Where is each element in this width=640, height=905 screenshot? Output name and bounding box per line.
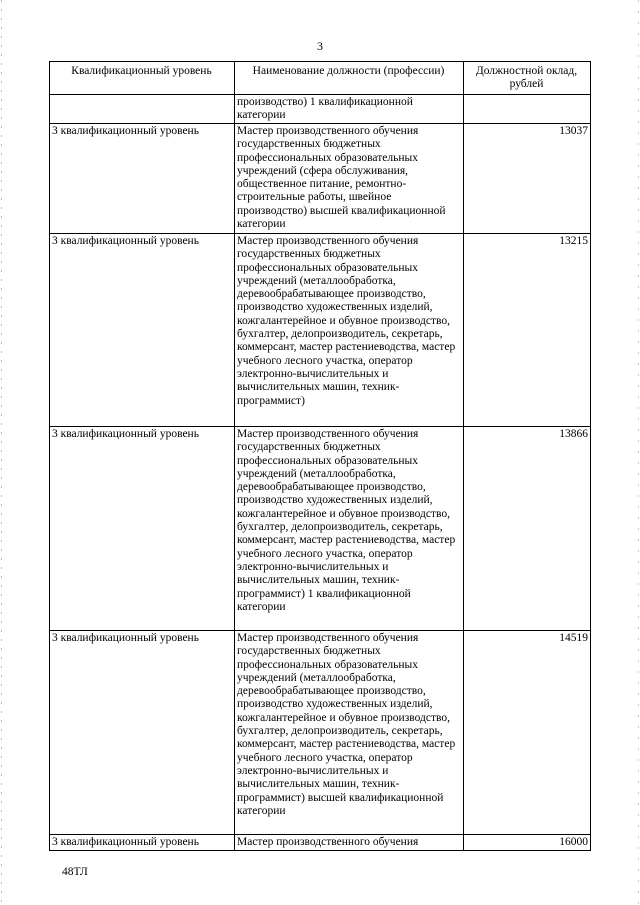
row-position: Мастер производственного обучения государственных бюджетных профессиональных образовательных учреждений (металлообработка, деревообрабатывающее производство, производство художественных изделий, кожгалантерейное и обувное производство, бухгалтер, делопроизводитель, секретарь, коммерсант, мастер растениеводства, мастер учебного лесного участка, оператор электронно-вычислительных и вычислительных машин, техник-программист)	[235, 234, 464, 427]
row-salary: 13215	[464, 234, 591, 427]
row-level: 3 квалификационный уровень	[50, 427, 235, 631]
row-position: производство) 1 квалификационной категории	[235, 95, 464, 124]
row-level	[50, 95, 235, 124]
row-salary: 14519	[464, 631, 591, 835]
row-level: 3 квалификационный уровень	[50, 631, 235, 835]
table-row	[50, 631, 591, 835]
row-level: 3 квалификационный уровень	[50, 234, 235, 427]
row-position: Мастер производственного обучения государственных бюджетных профессиональных образовательных учреждений (сфера обслуживания, общественное питание, ремонтно-строительные работы, швейное производство) высшей квалификационной категории	[235, 124, 464, 234]
row-position: Мастер производственного обучения государственных бюджетных профессиональных образовательных учреждений (металлообработка, деревообрабатывающее производство, производство художественных изделий, кожгалантерейное и обувное производство, бухгалтер, делопроизводитель, секретарь, коммерсант, мастер растениеводства, мастер учебного лесного участка, оператор электронно-вычислительных и вычислительных машин, техник-программист) 1 квалификационной категории	[235, 427, 464, 631]
row-position: Мастер производственного обучения государственных бюджетных профессиональных образовательных учреждений (металлообработка, деревообрабатывающее производство, производство художественных изделий, кожгалантерейное и обувное производство, бухгалтер, делопроизводитель, секретарь, коммерсант, мастер растениеводства, мастер учебного лесного участка, оператор электронно-вычислительных и вычислительных машин, техник-программист) высшей квалификационной категории	[235, 631, 464, 835]
salary-table	[49, 61, 591, 851]
row-level: 3 квалификационный уровень	[50, 835, 235, 851]
table-row	[50, 427, 591, 631]
header-salary: Должностной оклад, рублей	[464, 62, 591, 95]
table-row	[50, 95, 591, 124]
table-row	[50, 835, 591, 851]
table-row	[50, 124, 591, 234]
row-salary: 13037	[464, 124, 591, 234]
row-level: 3 квалификационный уровень	[50, 124, 235, 234]
row-salary: 13866	[464, 427, 591, 631]
header-level: Квалификационный уровень	[50, 62, 235, 95]
table-row	[50, 234, 591, 427]
row-salary	[464, 95, 591, 124]
row-position: Мастер производственного обучения	[235, 835, 464, 851]
header-position: Наименование должности (профессии)	[235, 62, 464, 95]
table-header-row	[50, 62, 591, 95]
scan-edge-left	[1, 0, 2, 905]
scan-edge-right	[638, 0, 639, 905]
page-number: 3	[317, 39, 323, 53]
row-salary: 16000	[464, 835, 591, 851]
footer-code: 48ТЛ	[62, 866, 88, 878]
